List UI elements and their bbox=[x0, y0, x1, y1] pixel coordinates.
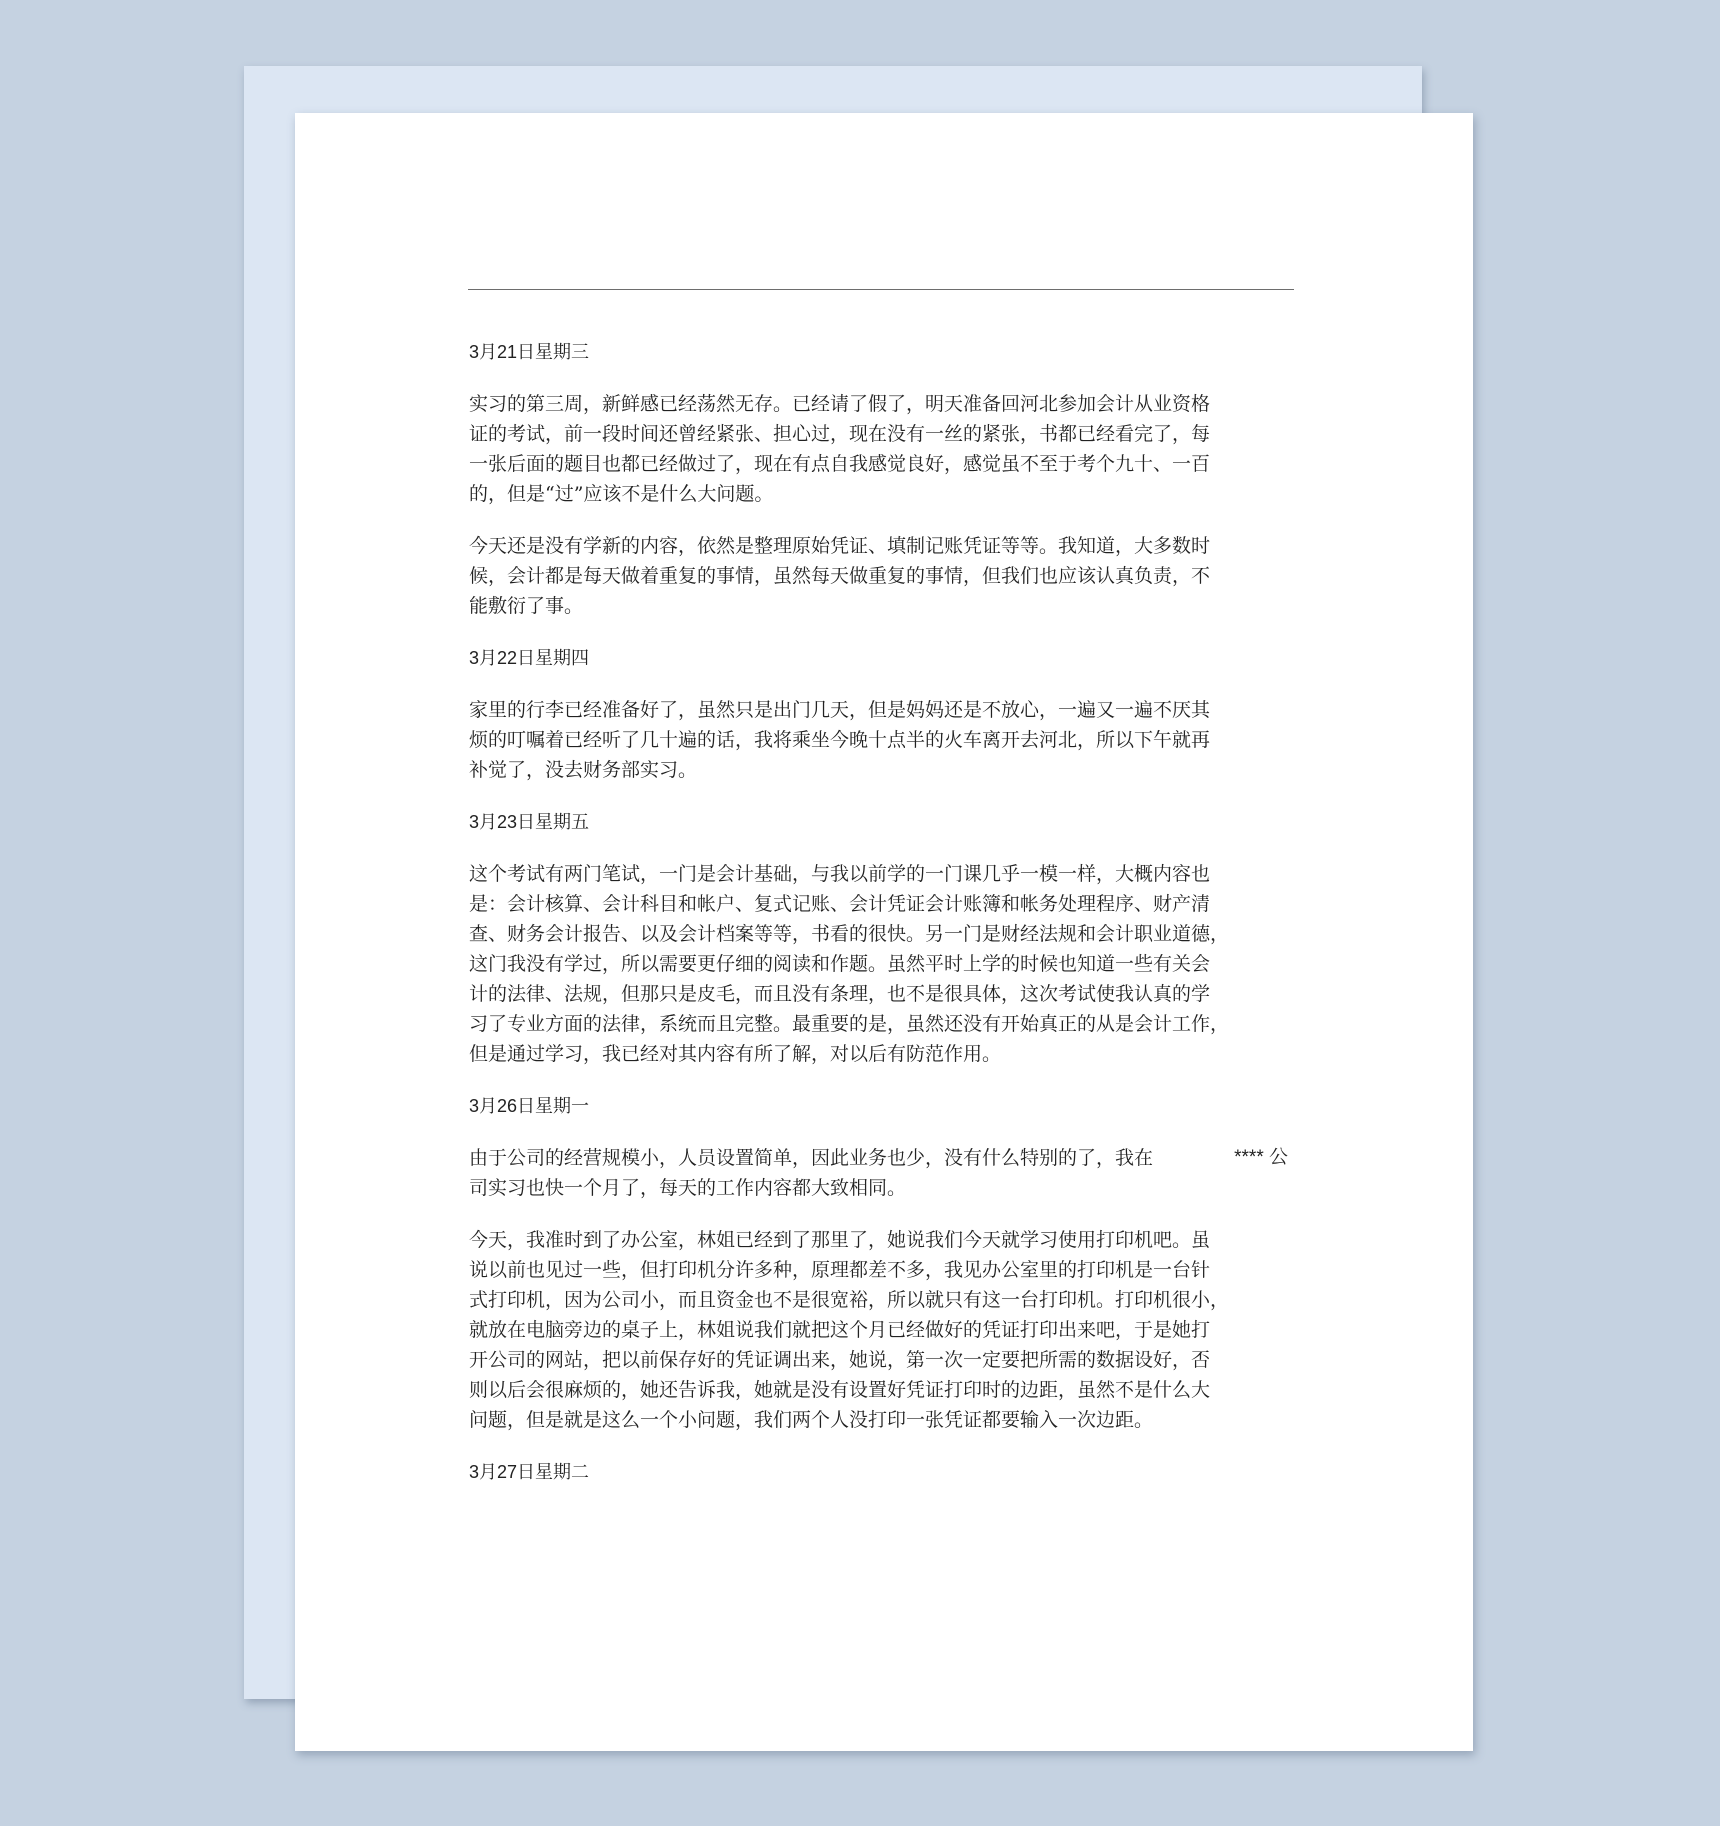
text-line: 式打印机，因为公司小，而且资金也不是很宽裕，所以就只有这一台打印机。打印机很小， bbox=[469, 1289, 1230, 1311]
text-line: 查、财务会计报告、以及会计档案等等，书看的很快。另一门是财经法规和会计职业道德， bbox=[469, 923, 1230, 945]
text-line: 但是通过学习，我已经对其内容有所了解，对以后有防范作用。 bbox=[469, 1043, 1002, 1065]
text-line: 是：会计核算、会计科目和帐户、复式记账、会计凭证会计账簿和帐务处理程序、财产清 bbox=[469, 893, 1211, 915]
text-line: 实习的第三周，新鲜感已经荡然无存。已经请了假了，明天准备回河北参加会计从业资格 bbox=[469, 393, 1211, 415]
text-line: 一张后面的题目也都已经做过了，现在有点自我感觉良好，感觉虽不至于考个九十、一百 bbox=[469, 453, 1211, 475]
paragraph bbox=[469, 531, 1289, 621]
text-line: 计的法律、法规，但那只是皮毛，而且没有条理，也不是很具体，这次考试使我认真的学 bbox=[469, 983, 1211, 1005]
text-line: 今天，我准时到了办公室，林姐已经到了那里了，她说我们今天就学习使用打印机吧。虽 bbox=[469, 1229, 1211, 1251]
text-line: 能敷衍了事。 bbox=[469, 595, 584, 617]
text-line: 习了专业方面的法律，系统而且完整。最重要的是，虽然还没有开始真正的从是会计工作， bbox=[469, 1013, 1230, 1035]
entry-date: 3月22日星期四 bbox=[469, 648, 590, 668]
text-line-left: 由于公司的经营规模小，人员设置简单，因此业务也少，没有什么特别的了，我在 bbox=[469, 1147, 1154, 1169]
entry-date: 3月23日星期五 bbox=[469, 812, 590, 832]
text-line: 证的考试，前一段时间还曾经紧张、担心过，现在没有一丝的紧张，书都已经看完了，每 bbox=[469, 423, 1211, 445]
entry-date: 3月26日星期一 bbox=[469, 1096, 590, 1116]
text-line: 候，会计都是每天做着重复的事情，虽然每天做重复的事情，但我们也应该认真负责，不 bbox=[469, 565, 1211, 587]
header-rule bbox=[468, 289, 1294, 290]
entry-date: 3月27日星期二 bbox=[469, 1462, 590, 1482]
text-line: 就放在电脑旁边的桌子上，林姐说我们就把这个月已经做好的凭证打印出来吧，于是她打 bbox=[469, 1319, 1211, 1341]
text-line: 问题，但是就是这么一个小问题，我们两个人没打印一张凭证都要输入一次边距。 bbox=[469, 1409, 1154, 1431]
paragraph bbox=[469, 695, 1289, 785]
paragraph bbox=[469, 1143, 1289, 1203]
entry-date: 3月21日星期三 bbox=[469, 342, 590, 362]
paragraph bbox=[469, 1225, 1289, 1435]
document-page bbox=[295, 113, 1473, 1751]
text-line: 补觉了，没去财务部实习。 bbox=[469, 759, 698, 781]
text-line bbox=[469, 1143, 1288, 1173]
paragraph bbox=[469, 389, 1289, 509]
text-line: 说以前也见过一些，但打印机分许多种，原理都差不多，我见办公室里的打印机是一台针 bbox=[469, 1259, 1211, 1281]
text-line: 今天还是没有学新的内容，依然是整理原始凭证、填制记账凭证等等。我知道，大多数时 bbox=[469, 535, 1211, 557]
text-line: 家里的行李已经准备好了，虽然只是出门几天，但是妈妈还是不放心，一遍又一遍不厌其 bbox=[469, 699, 1211, 721]
text-line: 开公司的网站，把以前保存好的凭证调出来，她说，第一次一定要把所需的数据设好，否 bbox=[469, 1349, 1211, 1371]
paragraph bbox=[469, 859, 1289, 1069]
document-body bbox=[469, 337, 1289, 1509]
text-line: 则以后会很麻烦的，她还告诉我，她就是没有设置好凭证打印时的边距，虽然不是什么大 bbox=[469, 1379, 1211, 1401]
text-line: 司实习也快一个月了，每天的工作内容都大致相同。 bbox=[469, 1177, 907, 1199]
text-line: 这门我没有学过，所以需要更仔细的阅读和作题。虽然平时上学的时候也知道一些有关会 bbox=[469, 953, 1211, 975]
text-line: 的，但是“过”应该不是什么大问题。 bbox=[469, 483, 774, 505]
text-line: 烦的叮嘱着已经听了几十遍的话，我将乘坐今晚十点半的火车离开去河北，所以下午就再 bbox=[469, 729, 1211, 751]
text-line-right: **** 公 bbox=[1234, 1147, 1288, 1168]
text-line: 这个考试有两门笔试，一门是会计基础，与我以前学的一门课几乎一模一样，大概内容也 bbox=[469, 863, 1211, 885]
